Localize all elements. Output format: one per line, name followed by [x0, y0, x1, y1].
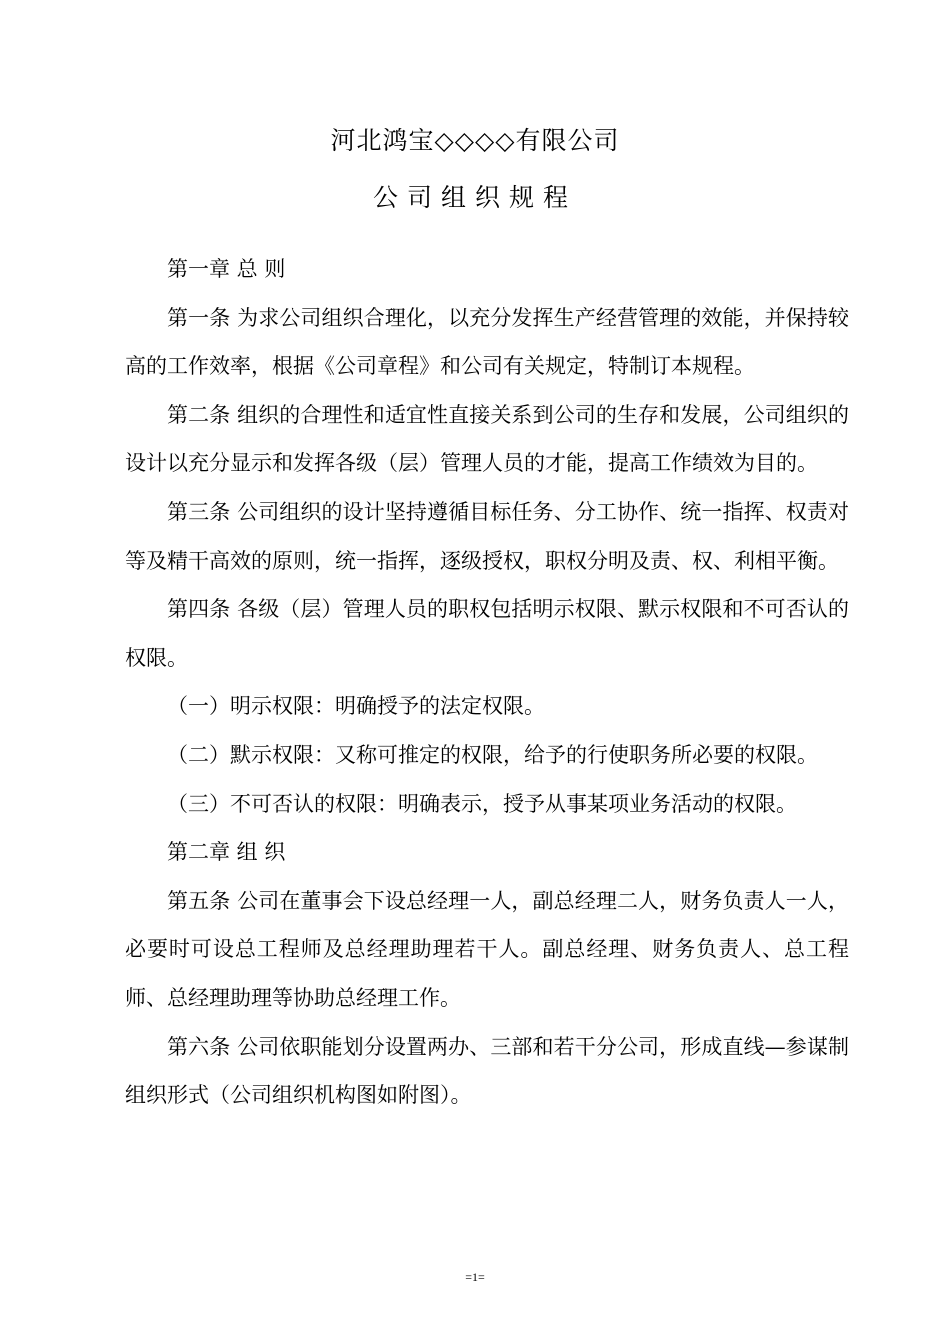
page-number: =1= — [465, 1270, 485, 1284]
chapter-heading-2: 第二章 组 织 — [167, 840, 286, 865]
article-5: 第五条 公司在董事会下设总经理一人，副总经理二人，财务负责人一人，必要时可设总工程师及总经理助理若干人。副总经理、财务负责人、总工程师、总经理助理等协助总经理工作。 — [125, 888, 849, 1010]
article-2: 第二条 组织的合理性和适宜性直接关系到公司的生存和发展，公司组织的设计以充分显示和发挥各级（层）管理人员的才能，提高工作绩效为目的。 — [125, 402, 849, 476]
document-title: 公司组织规程 — [372, 183, 577, 212]
article-4-item-3: （三）不可否认的权限：明确表示，授予从事某项业务活动的权限。 — [167, 791, 797, 816]
article-3: 第三条 公司组织的设计坚持遵循目标任务、分工协作、统一指挥、权责对等及精干高效的原则，统一指挥，逐级授权，职权分明及责、权、利相平衡。 — [125, 499, 849, 573]
article-4-item-2: （二）默示权限：又称可推定的权限，给予的行使职务所必要的权限。 — [167, 742, 818, 767]
article-6: 第六条 公司依职能划分设置两办、三部和若干分公司，形成直线—参谋制组织形式（公司组织机构图如附图）。 — [125, 1034, 849, 1108]
document-body — [125, 245, 849, 1120]
article-1: 第一条 为求公司组织合理化，以充分发挥生产经营管理的效能，并保持较高的工作效率，根据《公司章程》和公司有关规定，特制订本规程。 — [125, 305, 849, 379]
chapter-heading-1: 第一章 总 则 — [167, 257, 286, 281]
article-4: 第四条 各级（层）管理人员的职权包括明示权限、默示权限和不可否认的权限。 — [125, 597, 849, 670]
article-4-item-1: （一）明示权限：明确授予的法定权限。 — [167, 694, 545, 719]
company-name: 河北鸿宝◇◇◇◇有限公司 — [330, 126, 620, 155]
